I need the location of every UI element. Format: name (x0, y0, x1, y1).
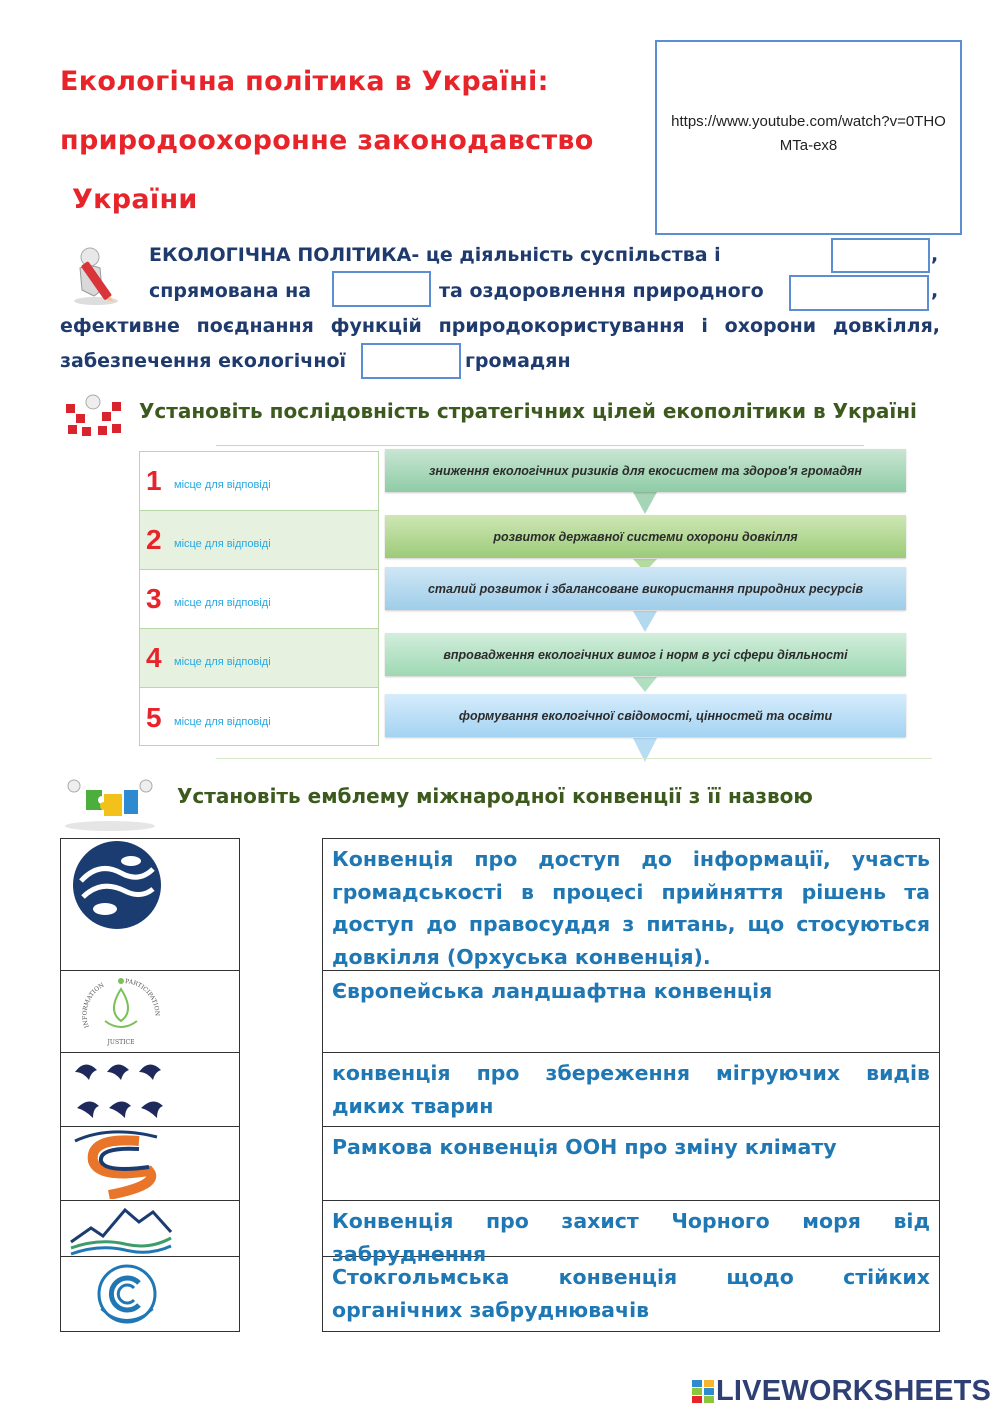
emblem-cell[interactable] (61, 1053, 239, 1127)
mountain-emblem-icon[interactable] (69, 1202, 173, 1256)
sequence-answer-slot-3[interactable] (140, 570, 378, 629)
goal-box[interactable]: впровадження екологічних вимог і норм в усі сфери діяльності (385, 633, 906, 676)
convention-names-column (322, 838, 940, 1332)
sequence-answer-slot-5[interactable] (140, 688, 378, 747)
sequence-number: 1 (146, 465, 162, 496)
landscape-convention-emblem-icon[interactable] (69, 1127, 169, 1199)
sequence-number: 2 (146, 524, 162, 555)
svg-text:INFORMATION: INFORMATION (81, 981, 106, 1029)
definition-part-2: спрямована на (149, 280, 312, 302)
puzzle-team-icon (60, 776, 160, 832)
emblem-cell[interactable] (61, 1127, 239, 1201)
sequence-placeholder: місце для відповіді (174, 715, 271, 728)
emblem-cell[interactable] (61, 1201, 239, 1257)
convention-name[interactable]: конвенція про збереження мігруючих видів диких тварин (323, 1053, 939, 1127)
sequence-answer-slot-1[interactable] (140, 452, 378, 511)
sequence-number: 5 (146, 701, 162, 733)
video-link-box[interactable] (655, 40, 962, 235)
definition-part-1: ЕКОЛОГІЧНА ПОЛІТИКА- це діяльність суспільства і (149, 244, 721, 266)
sequence-number: 4 (146, 642, 162, 673)
convention-name[interactable]: Стокгольмська конвенція щодо стійких органічних забруднювачів (332, 1265, 930, 1322)
puzzle-people-icon (62, 392, 124, 438)
conventions-heading: Установіть емблему міжнародної конвенції з її назвою (177, 784, 813, 808)
goal-box[interactable]: розвиток державної системи охорони довкілля (385, 515, 906, 558)
unfccc-emblem-icon[interactable] (89, 1261, 165, 1327)
liveworksheets-brand: LIVEWORKSHEETS (716, 1375, 992, 1407)
definition-part-5: забезпечення екологічної (60, 350, 347, 372)
down-arrow-icon (633, 492, 657, 514)
liveworksheets-logo (692, 1375, 991, 1408)
definition-part-6: громадян (465, 350, 571, 372)
convention-name[interactable]: Європейська ландшафтна конвенція (323, 971, 939, 1053)
pencil-person-icon (66, 244, 128, 306)
convention-name[interactable]: Конвенція про захист Чорного моря від забруднення (323, 1201, 939, 1257)
sequence-answer-column (139, 451, 379, 746)
goal-box[interactable]: формування екологічної свідомості, цінностей та освіти (385, 694, 906, 737)
convention-name[interactable]: Конвенція про доступ до інформації, участь громадськості в процесі прийняття рішень та доступ до правосуддя з питань, що стосуються довкілля (Орхуська конвенція). (323, 839, 939, 971)
emblem-column (60, 838, 240, 1332)
page-title-line-2: природоохоронне законодавство (60, 125, 594, 156)
divider (216, 445, 864, 446)
answer-blank-2[interactable] (332, 271, 431, 307)
down-arrow-icon (633, 611, 657, 632)
svg-text:PARTICIPATION: PARTICIPATION (124, 977, 161, 1017)
svg-text:JUSTICE: JUSTICE (107, 1039, 135, 1046)
migratory-species-emblem-icon[interactable] (69, 1054, 169, 1126)
definition-comma-1: , (931, 244, 939, 266)
convention-name[interactable]: Рамкова конвенція ООН про зміну клімату (323, 1127, 939, 1201)
sequence-heading: Установіть послідовність стратегічних цілей екополітики в Україні (139, 399, 917, 423)
goal-box[interactable]: зниження екологічних ризиків для екосистем та здоров'я громадян (385, 449, 906, 492)
aarhus-emblem-icon[interactable] (77, 971, 167, 1051)
sequence-placeholder: місце для відповіді (174, 597, 271, 609)
answer-blank-3[interactable] (789, 275, 929, 311)
emblem-cell[interactable] (61, 1257, 239, 1331)
divider (216, 758, 932, 759)
definition-part-4: ефективне поєднання функцій природокористування і охорони довкілля, (60, 315, 940, 337)
page-title-line-1: Екологічна політика в Україні: (60, 66, 549, 97)
answer-blank-1[interactable] (831, 238, 930, 273)
black-sea-emblem-icon[interactable] (69, 839, 165, 931)
goal-box[interactable]: сталий розвиток і збалансоване використання природних ресурсів (385, 567, 906, 610)
down-arrow-icon (633, 677, 657, 692)
sequence-answer-slot-4[interactable] (140, 629, 378, 688)
video-url[interactable]: https://www.youtube.com/watch?v=0THOMTa-ex8 (671, 113, 946, 154)
emblem-cell[interactable] (61, 839, 239, 971)
liveworksheets-logo-icon (692, 1378, 716, 1406)
sequence-answer-slot-2[interactable] (140, 511, 378, 570)
page-title-line-3: України (72, 184, 198, 215)
definition-comma-2: , (931, 280, 939, 302)
sequence-number: 3 (146, 583, 162, 614)
sequence-placeholder: місце для відповіді (174, 479, 271, 491)
definition-part-3: та оздоровлення природного (439, 280, 764, 302)
answer-blank-4[interactable] (361, 343, 461, 379)
sequence-placeholder: місце для відповіді (174, 656, 271, 668)
sequence-placeholder: місце для відповіді (174, 538, 271, 550)
emblem-cell[interactable] (61, 971, 239, 1053)
